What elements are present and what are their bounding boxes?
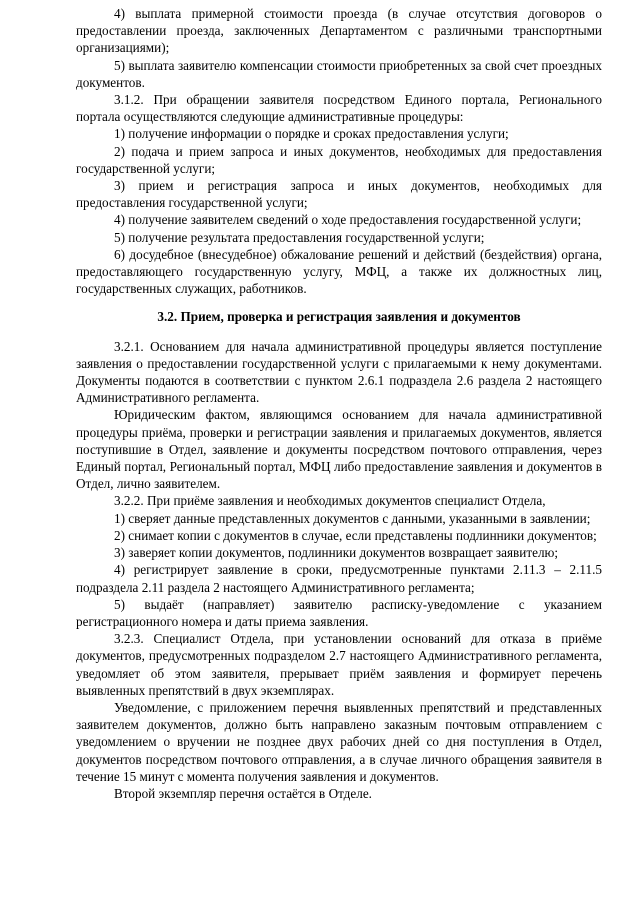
paragraph: 1) сверяет данные представленных документов с данными, указанными в заявлении; [114,510,591,526]
paragraph: 6) досудебное (внесудебное) обжалование решений и действий (бездействия) органа, предоставляющего государственную услугу, МФЦ, а также их должностных лиц, государственных служащих, работников. [76,246,602,297]
paragraph: 3.1.2. При обращении заявителя посредством Единого портала, Регионального портала осуществляются следующие административные процедуры: [76,92,602,125]
paragraph: 4) выплата примерной стоимости проезда (в случае отсутствия договоров о предоставлении проезда, заключенных Департаментом с различными транспортными организациями); [76,6,602,56]
paragraph: 3.2.3. Специалист Отдела, при установлении оснований для отказа в приёме документов, предусмотренных подразделом 2.7 настоящего Административного регламента, уведомляет об этом заявителя, прерывает приём заявления и формирует перечень выявленных препятствий в двух экземплярах. [76,631,602,698]
paragraph: 4) получение заявителем сведений о ходе предоставления государственной услуги; [114,212,582,228]
paragraph: 3) заверяет копии документов, подлинники документов возвращает заявителю; [114,545,559,561]
paragraph: 5) получение результата предоставления государственной услуги; [114,229,485,245]
paragraph: 2) подача и прием запроса и иных документов, необходимых для предоставления государственной услуги; [76,143,602,176]
paragraph: 5) выдаёт (направляет) заявителю расписку-уведомление с указанием регистрационного номера и даты приема заявления. [76,596,602,629]
document-body [76,5,602,802]
paragraph: 3.2.2. При приёме заявления и необходимых документов специалист Отдела, [114,493,546,509]
paragraph: 3) прием и регистрация запроса и иных документов, необходимых для предоставления государственной услуги; [76,178,602,211]
paragraph: 2) снимает копии с документов в случае, если представлены подлинники документов; [114,527,597,543]
paragraph: Юридическим фактом, являющимся основанием для начала административной процедуры приёма, проверки и регистрации заявления и прилагаемых документов, является поступившие в Отдел, заявление и документы посредством почтового отправления, через Единый портал, Региональный портал, МФЦ либо предоставление заявления и документов в Отдел, лично заявителем. [76,407,602,492]
paragraph: 3.2.1. Основанием для начала административной процедуры является поступление заявления о предоставлении государственной услуги с прилагаемыми к нему документами. Документы подаются в соответствии с пунктом 2.6.1 подраздела 2.6 раздела 2 настоящего Административного регламента. [76,338,602,406]
paragraph: 4) регистрирует заявление в сроки, предусмотренные пунктами 2.11.3 – 2.11.5 подраздела 2.11 раздела 2 настоящего Административного регламента; [76,562,602,595]
paragraph: Второй экземпляр перечня остаётся в Отделе. [114,785,372,801]
paragraph: 1) получение информации о порядке и сроках предоставления услуги; [114,126,509,142]
paragraph: 5) выплата заявителю компенсации стоимости приобретенных за свой счет проездных документов. [76,57,602,90]
section-heading: 3.2. Прием, проверка и регистрация заявления и документов [157,309,521,325]
paragraph: Уведомление, с приложением перечня выявленных препятствий и представленных заявителем документов, должно быть направлено заказным почтовым отправлением с уведомлением о вручении не позднее двух рабочих дней со дня поступления в Отдел, документов посредством почтового отправления, а в случае личного обращения заявителя в течение 15 минут с момента получения заявления и документов. [76,699,602,784]
